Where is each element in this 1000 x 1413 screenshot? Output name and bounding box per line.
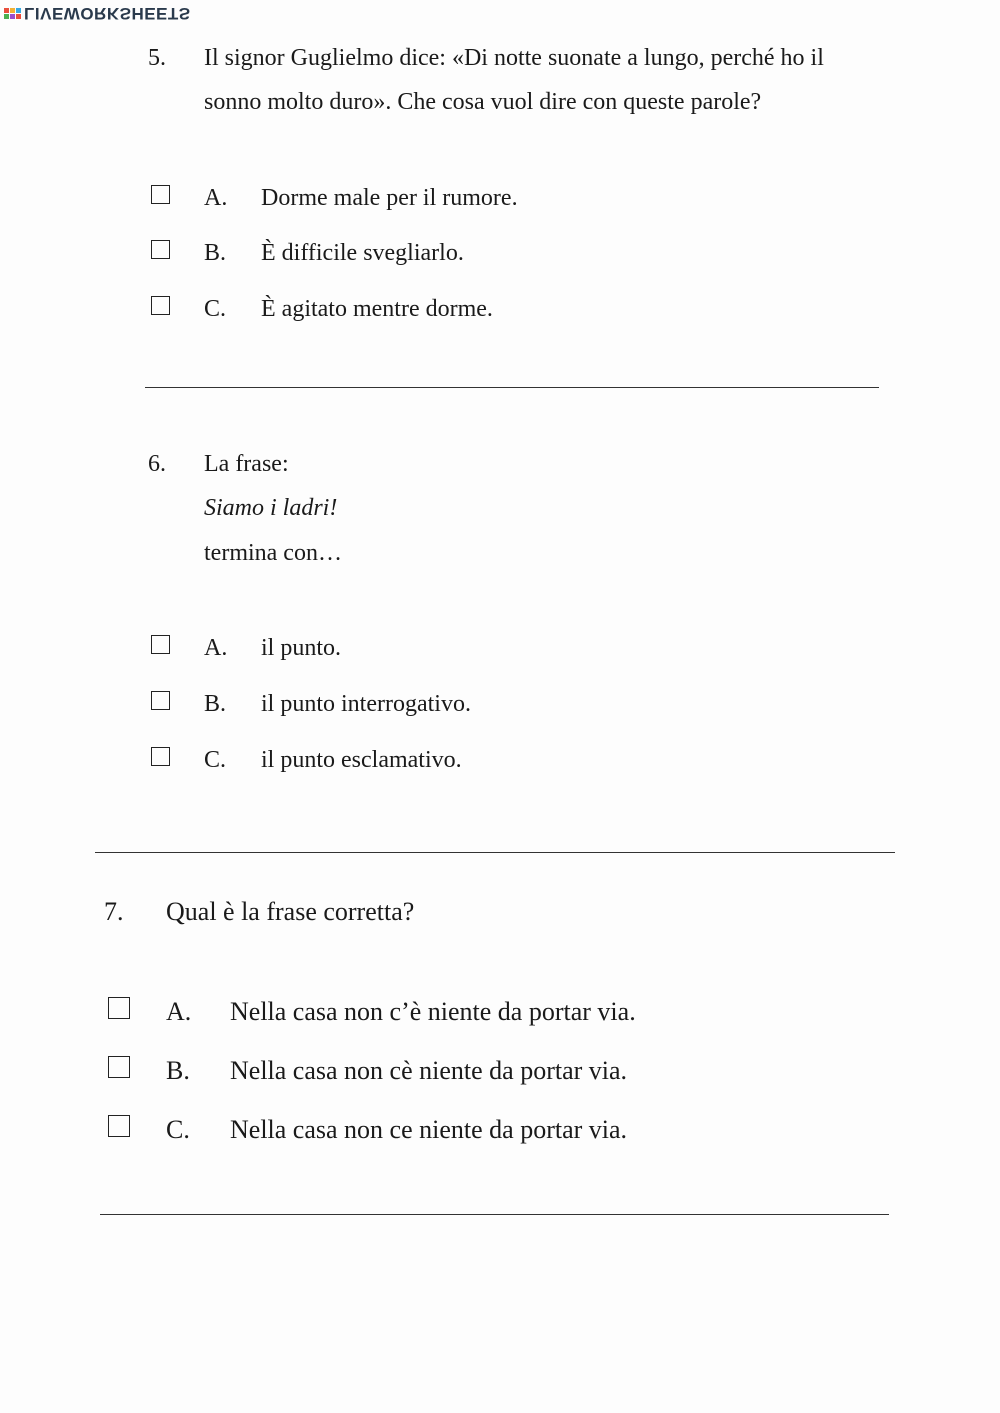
option-letter: B.	[166, 1056, 190, 1085]
liveworksheets-logo	[4, 2, 191, 24]
option-letter: B.	[204, 240, 227, 266]
logo-square	[16, 14, 21, 19]
divider	[100, 1214, 889, 1215]
logo-square	[10, 8, 15, 13]
option-text: È agitato mentre dorme.	[261, 296, 493, 322]
option-a-checkbox[interactable]	[151, 635, 170, 654]
option-letter: C.	[204, 296, 227, 322]
option-letter: A.	[204, 635, 228, 661]
logo-square	[4, 14, 9, 19]
logo-square	[4, 8, 9, 13]
option-text: Nella casa non ce niente da portar via.	[230, 1115, 628, 1144]
option-letter: C.	[166, 1115, 190, 1144]
option-text: Nella casa non cè niente da portar via.	[230, 1056, 628, 1085]
logo-square	[16, 8, 21, 13]
option-b-checkbox[interactable]	[151, 691, 170, 710]
option-text: il punto interrogativo.	[261, 691, 471, 717]
option-a-checkbox[interactable]	[108, 997, 130, 1019]
option-text: Nella casa non c’è niente da portar via.	[230, 997, 636, 1026]
option-a-checkbox[interactable]	[151, 185, 170, 204]
question-text-line-1: Il signor Guglielmo dice: «Di notte suonate a lungo, perché ho il	[204, 45, 824, 71]
question-number: 7.	[104, 897, 124, 926]
question-number: 5.	[148, 45, 166, 71]
option-c-checkbox[interactable]	[151, 296, 170, 315]
quoted-sentence: Siamo i ladri!	[204, 495, 338, 521]
option-letter: B.	[204, 691, 227, 717]
option-letter: A.	[166, 997, 192, 1026]
option-text: È difficile svegliarlo.	[261, 240, 464, 266]
option-b-checkbox[interactable]	[108, 1056, 130, 1078]
logo-square	[10, 14, 15, 19]
option-c-checkbox[interactable]	[151, 747, 170, 766]
divider	[95, 852, 895, 853]
option-text: Dorme male per il rumore.	[261, 185, 518, 211]
option-letter: C.	[204, 747, 227, 773]
option-letter: A.	[204, 185, 228, 211]
question-text-line-2: sonno molto duro». Che cosa vuol dire con queste parole?	[204, 89, 762, 115]
option-b-checkbox[interactable]	[151, 240, 170, 259]
divider	[145, 387, 879, 388]
logo-text: LIVEWORKSHEETS	[24, 3, 191, 23]
question-text-line-1: La frase:	[204, 451, 289, 477]
option-text: il punto esclamativo.	[261, 747, 462, 773]
question-text-line-3: termina con…	[204, 540, 342, 566]
option-text: il punto.	[261, 635, 342, 661]
logo-squares-icon	[4, 8, 21, 19]
question-number: 6.	[148, 451, 166, 477]
question-text-line-1: Qual è la frase corretta?	[166, 897, 415, 926]
option-c-checkbox[interactable]	[108, 1115, 130, 1137]
